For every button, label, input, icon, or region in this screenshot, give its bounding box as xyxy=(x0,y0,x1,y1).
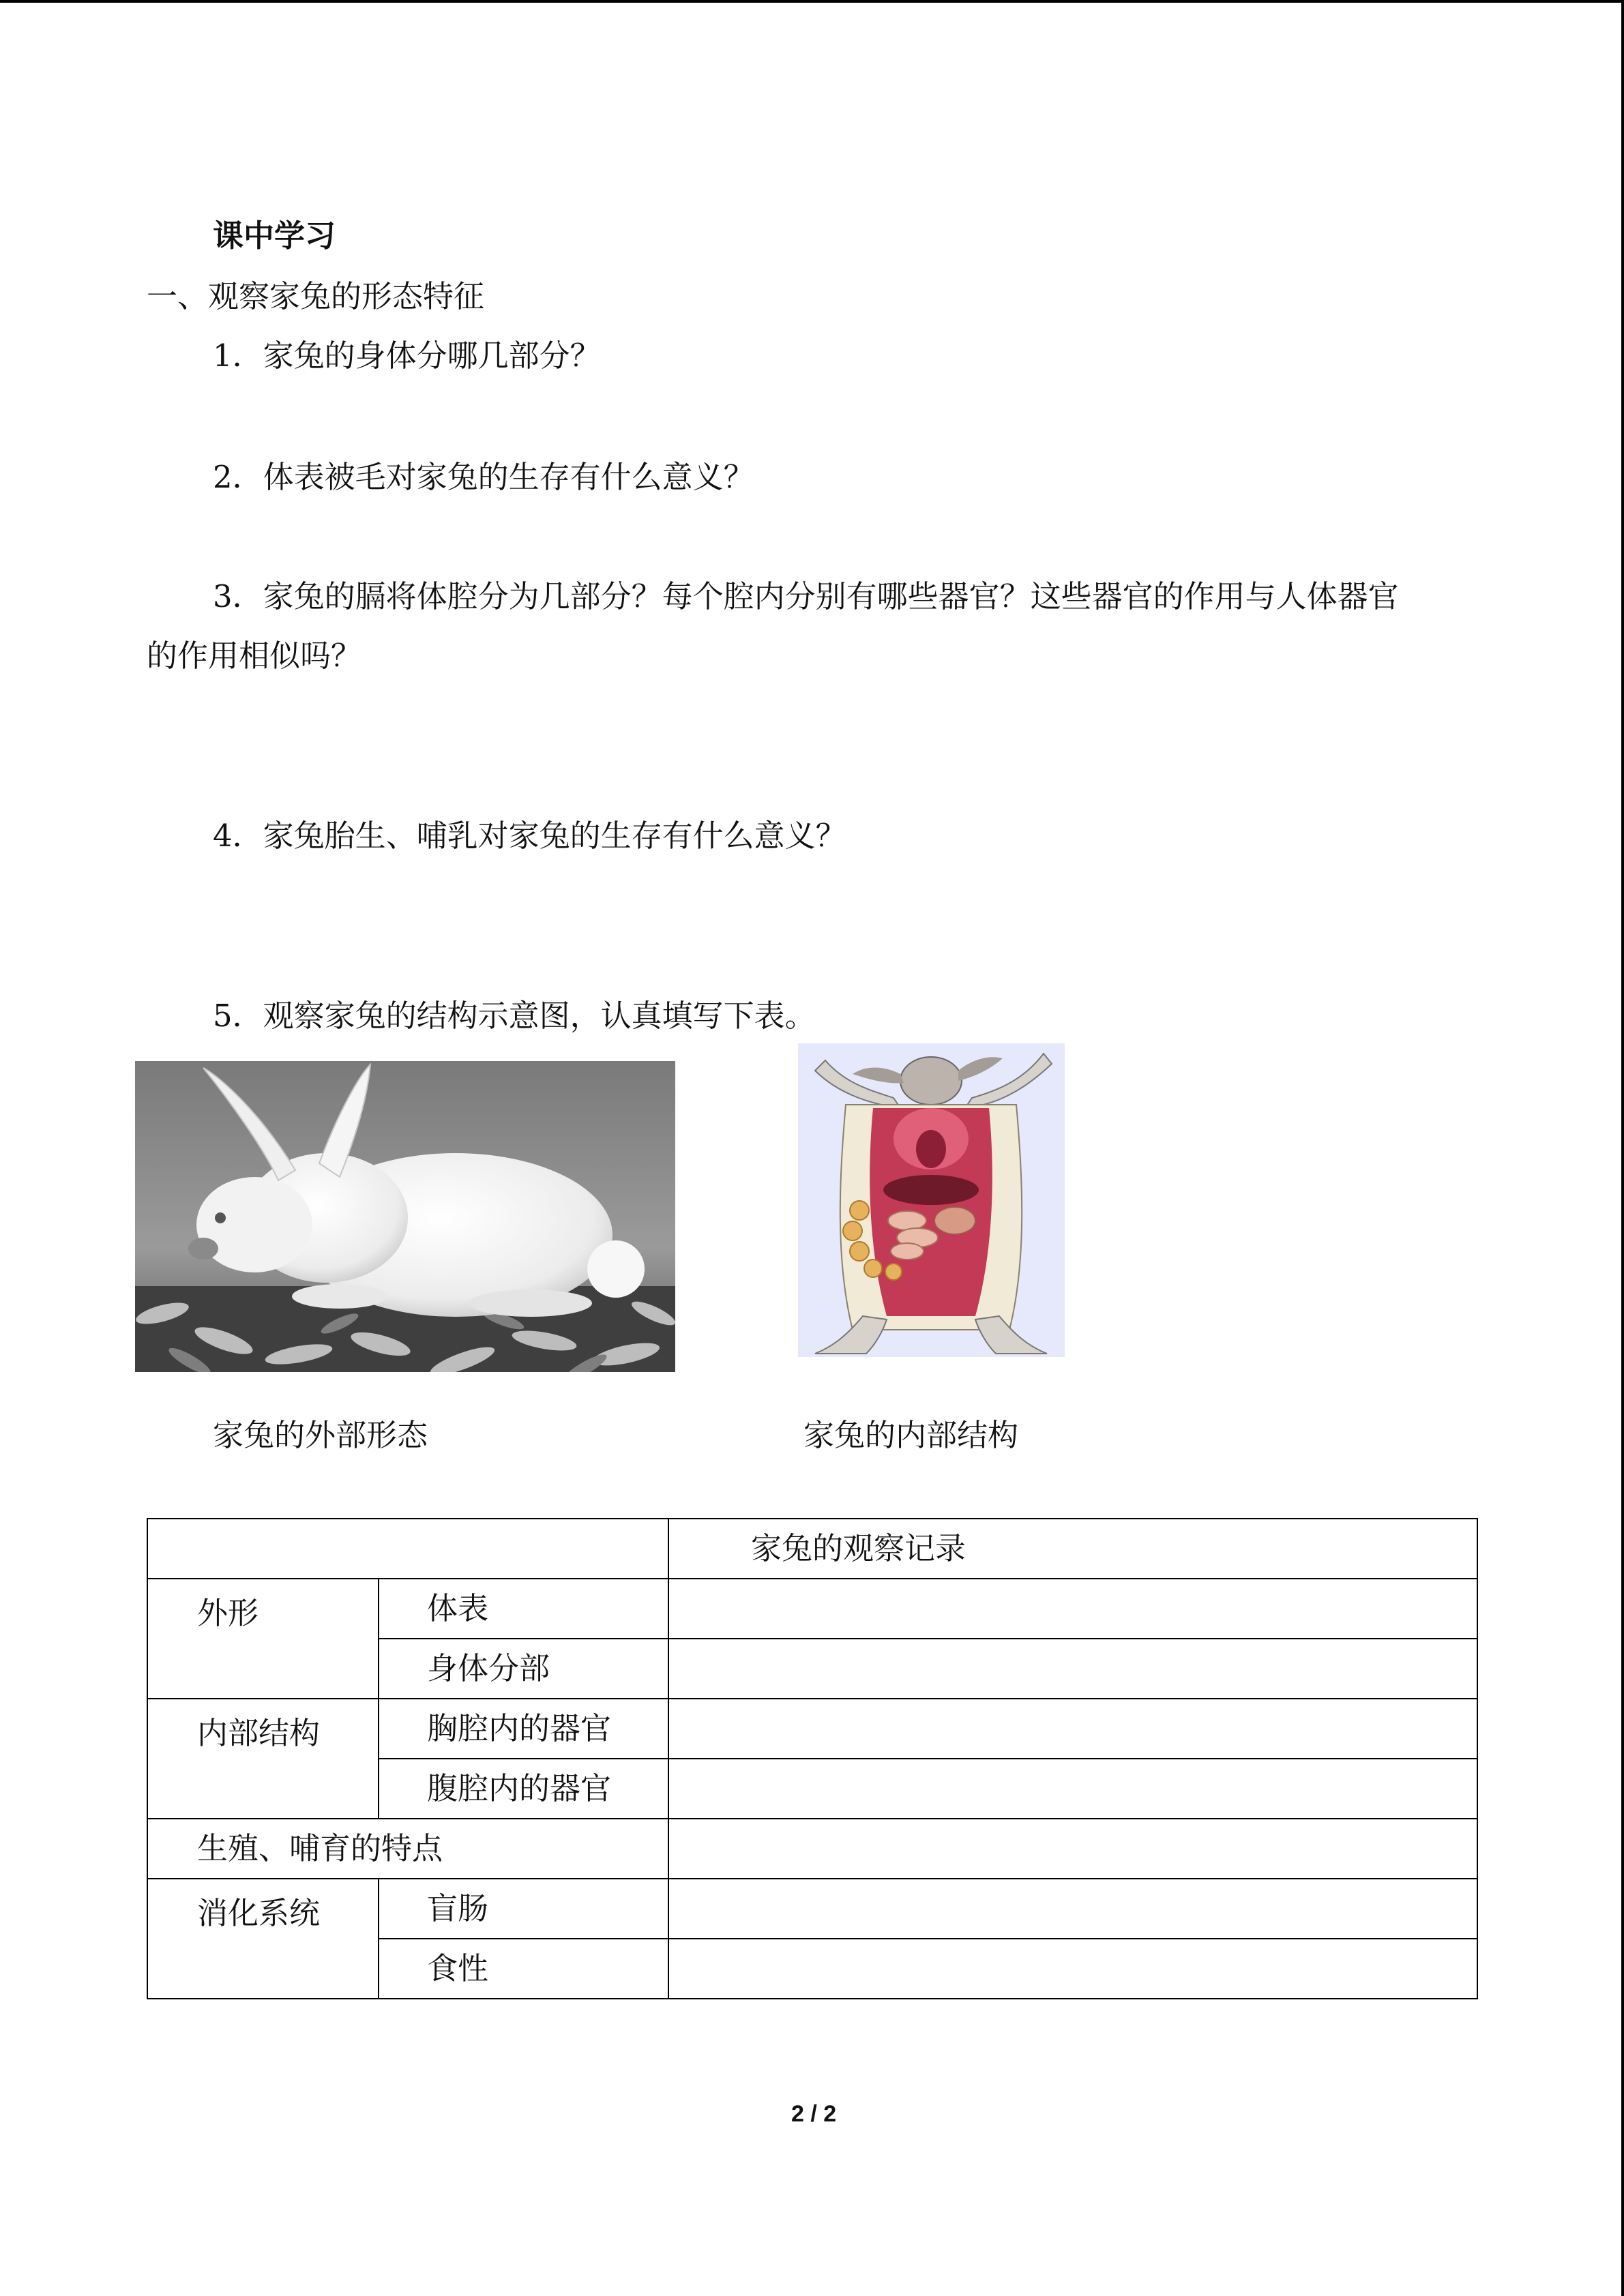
question-2: 2．体表被毛对家兔的生存有什么意义？ xyxy=(213,459,754,495)
row-label-abdominal-organs: 腹腔内的器官 xyxy=(379,1759,668,1819)
table-header-blank xyxy=(147,1519,668,1579)
table-title: 家兔的观察记录 xyxy=(668,1519,1477,1579)
answer-cell-diet[interactable] xyxy=(668,1939,1477,1999)
table-row xyxy=(147,1579,1477,1639)
internal-caption: 家兔的内部结构 xyxy=(803,1417,1019,1453)
answer-cell-reproduction[interactable] xyxy=(668,1819,1477,1879)
row-label-diet: 食性 xyxy=(379,1939,668,1999)
top-border-line xyxy=(0,0,1624,3)
table-row xyxy=(147,1819,1477,1879)
answer-cell-cecum[interactable] xyxy=(668,1879,1477,1939)
row-label-external-form: 外形 xyxy=(147,1579,379,1699)
page-number: 2 / 2 xyxy=(791,2101,837,2127)
row-label-thoracic-organs: 胸腔内的器官 xyxy=(379,1699,668,1759)
question-4: 4．家兔胎生、哺乳对家兔的生存有什么意义？ xyxy=(213,818,846,854)
answer-cell-thoracic-organs[interactable] xyxy=(668,1699,1477,1759)
part-one-title: 一、观察家兔的形态特征 xyxy=(147,278,485,314)
table-row xyxy=(147,1879,1477,1939)
row-label-cecum: 盲肠 xyxy=(379,1879,668,1939)
row-label-reproduction: 生殖、哺育的特点 xyxy=(147,1819,668,1879)
rabbit-internal-diagram xyxy=(798,1043,1065,1357)
row-label-digestive-system: 消化系统 xyxy=(147,1879,379,1999)
row-label-body-parts: 身体分部 xyxy=(379,1639,668,1699)
answer-cell-body-surface[interactable] xyxy=(668,1579,1477,1639)
observation-table xyxy=(147,1518,1478,1999)
question-5: 5．观察家兔的结构示意图，认真填写下表。 xyxy=(213,998,816,1034)
external-caption: 家兔的外部形态 xyxy=(213,1417,428,1453)
row-label-body-surface: 体表 xyxy=(379,1579,668,1639)
question-3-line-2: 的作用相似吗？ xyxy=(147,638,362,674)
table-row xyxy=(147,1519,1477,1579)
table-row xyxy=(147,1699,1477,1759)
row-label-internal-structure: 内部结构 xyxy=(147,1699,379,1819)
section-heading: 课中学习 xyxy=(213,218,336,254)
rabbit-external-photo xyxy=(135,1061,675,1372)
question-1: 1．家兔的身体分哪几部分？ xyxy=(213,338,601,374)
right-border-line xyxy=(1621,0,1624,2296)
answer-cell-body-parts[interactable] xyxy=(668,1639,1477,1699)
answer-cell-abdominal-organs[interactable] xyxy=(668,1759,1477,1819)
question-3-line-1: 3．家兔的膈将体腔分为几部分？每个腔内分别有哪些器官？这些器官的作用与人体器官 xyxy=(213,578,1399,614)
